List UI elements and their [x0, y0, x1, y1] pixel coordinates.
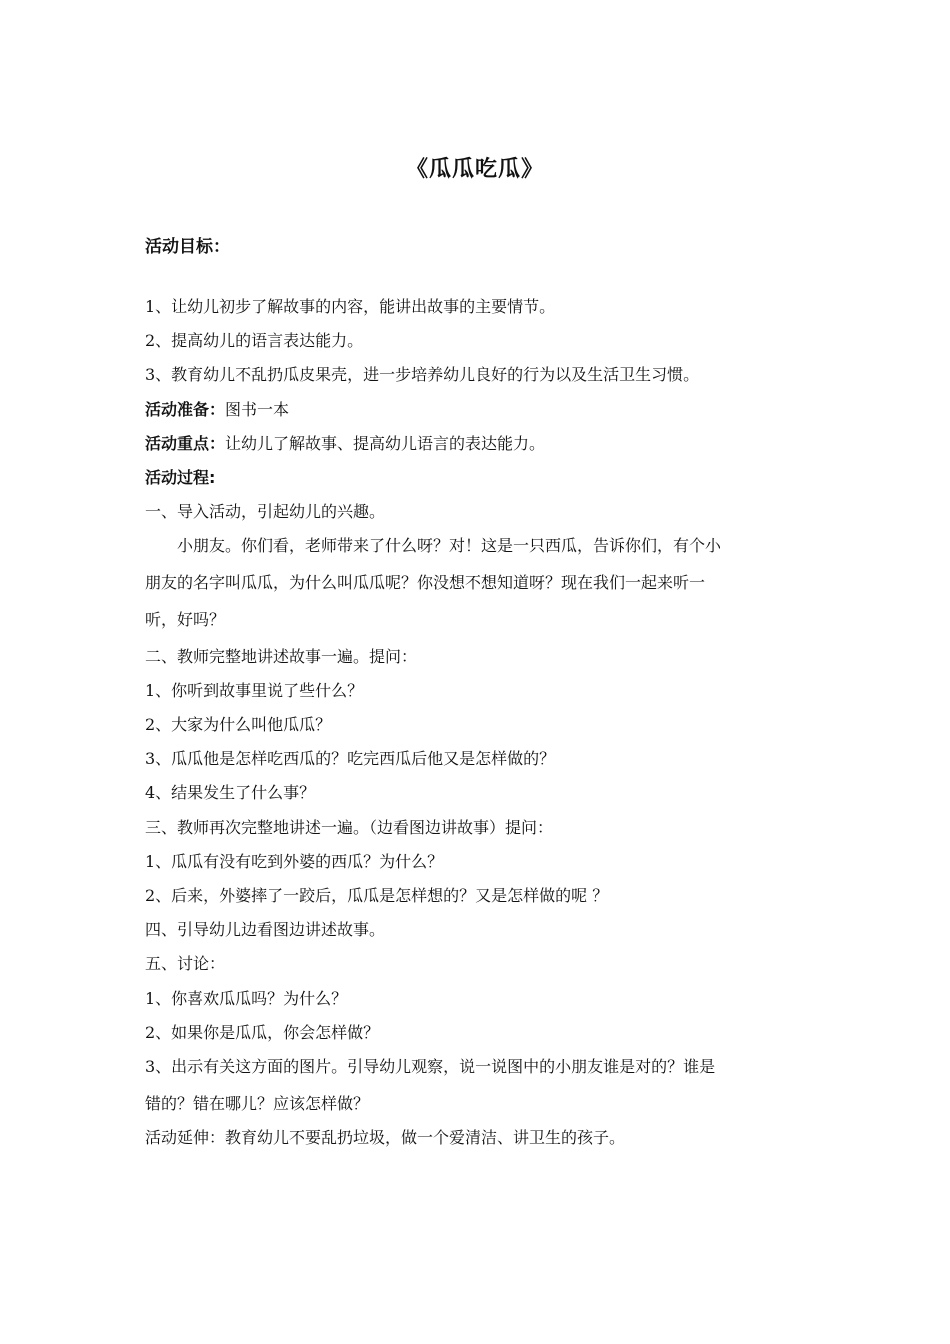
focus-label: 活动重点：	[145, 433, 226, 453]
step5-question-line: 错的？错在哪儿？应该怎样做？	[145, 1093, 370, 1113]
step3-title: 三、教师再次完整地讲述一遍。（边看图边讲故事）提问：	[145, 817, 554, 837]
focus-line	[145, 430, 815, 464]
step5-title: 五、讨论：	[145, 954, 226, 974]
step4-title: 四、引导幼儿边看图边讲述故事。	[145, 920, 386, 940]
document-body	[145, 293, 815, 1158]
objective-item: 1、让幼儿初步了解故事的内容，能讲出故事的主要情节。	[145, 297, 556, 316]
document-title: 《瓜瓜吃瓜》	[405, 157, 544, 182]
step1-paragraph-line: 朋友的名字叫瓜瓜，为什么叫瓜瓜呢？你没想不想知道呀？现在我们一起来听一	[145, 573, 706, 593]
process-heading: 活动过程:	[145, 467, 216, 487]
step1-title: 一、导入活动，引起幼儿的兴趣。	[145, 502, 386, 522]
focus-text: 让幼儿了解故事、提高幼儿语言的表达能力。	[225, 433, 546, 453]
step1-paragraph-line: 小朋友。你们看，老师带来了什么呀？对！这是一只西瓜，告诉你们，有个小	[177, 536, 722, 556]
step2-question: 4、结果发生了什么事？	[145, 783, 316, 803]
objectives-heading: 活动目标：	[145, 237, 230, 257]
preparation-label: 活动准备：	[145, 399, 226, 419]
preparation-text: 图书一本	[225, 399, 290, 419]
step2-question: 1、你听到故事里说了些什么？	[145, 680, 364, 700]
step2-question: 2、大家为什么叫他瓜瓜？	[145, 715, 332, 735]
step5-question-line: 3、出示有关这方面的图片。引导幼儿观察，说一说图中的小朋友谁是对的？谁是	[145, 1056, 716, 1076]
objective-item: 2、提高幼儿的语言表达能力。	[145, 331, 364, 351]
objective-item: 3、教育幼儿不乱扔瓜皮果壳，进一步培养幼儿良好的行为以及生活卫生习惯。	[145, 365, 700, 385]
step2-question: 3、瓜瓜他是怎样吃西瓜的？吃完西瓜后他又是怎样做的？	[145, 749, 556, 769]
step1-paragraph-line: 听，好吗？	[145, 609, 226, 629]
step3-question: 2、后来，外婆摔了一跤后，瓜瓜是怎样想的？又是怎样做的呢 ？	[145, 886, 609, 906]
step5-question: 1、你喜欢瓜瓜吗？为什么？	[145, 988, 348, 1008]
preparation-line	[145, 396, 815, 430]
extension-line: 活动延伸：教育幼儿不要乱扔垃圾，做一个爱清洁、讲卫生的孩子。	[145, 1127, 626, 1147]
step2-title: 二、教师完整地讲述故事一遍。提问：	[145, 646, 418, 666]
step5-question: 2、如果你是瓜瓜，你会怎样做？	[145, 1022, 380, 1042]
step3-question: 1、瓜瓜有没有吃到外婆的西瓜？为什么？	[145, 851, 444, 871]
